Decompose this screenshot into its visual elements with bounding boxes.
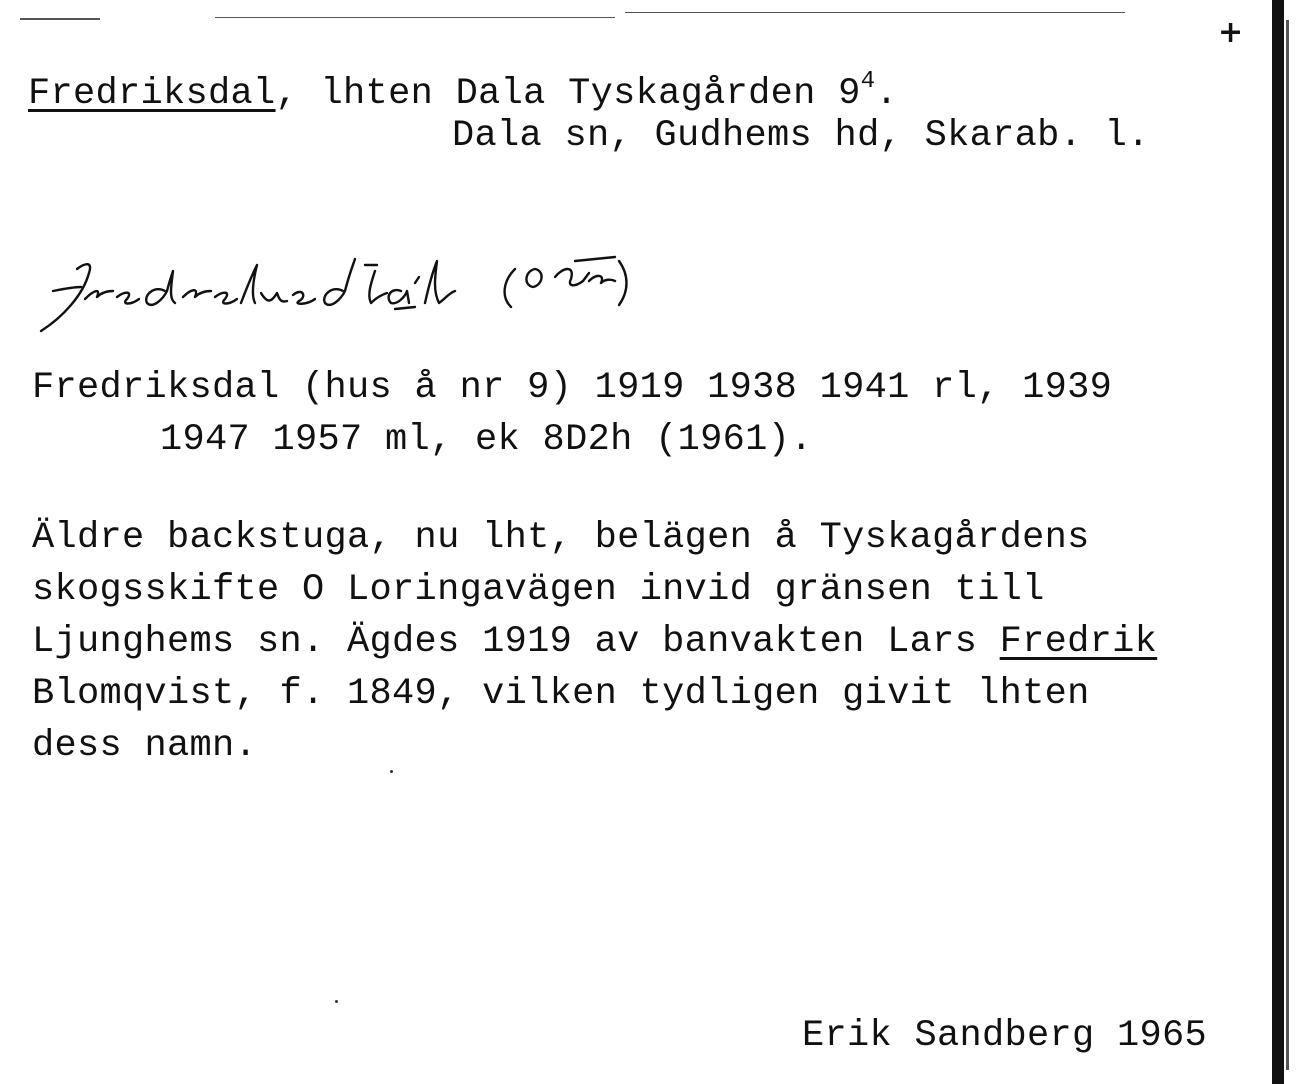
- records-line-1: Fredriksdal (hus å nr 9) 1919 1938 1941 rl, 1939: [32, 367, 1113, 409]
- corner-mark: +: [1218, 15, 1244, 50]
- handwritten-name: [15, 225, 775, 355]
- description-line-5: dess namn.: [32, 725, 258, 767]
- card-edge: [1272, 0, 1284, 1084]
- description-line-3-text: Ljunghems sn. Ägdes 1919 av banvakten Lars: [32, 621, 1000, 663]
- description-line-4: Blomqvist, f. 1849, vilken tydligen givit lhten: [32, 673, 1090, 715]
- speck: [390, 770, 393, 773]
- place-name: Fredriksdal: [28, 73, 276, 115]
- top-rule: [215, 17, 615, 18]
- location-line: Dala sn, Gudhems hd, Skarab. l.: [452, 115, 1150, 157]
- description-line-1: Äldre backstuga, nu lht, belägen å Tyskagårdens: [32, 517, 1090, 559]
- description-line-3: [32, 621, 1158, 663]
- description-line-2: skogsskifte O Loringavägen invid gränsen till: [32, 569, 1045, 611]
- top-rule: [625, 12, 1125, 13]
- heading-superscript: 4: [860, 68, 876, 95]
- top-rule: [20, 18, 100, 20]
- heading-end: .: [875, 73, 898, 115]
- speck: [335, 1000, 338, 1003]
- records-line-2: 1947 1957 ml, ek 8D2h (1961).: [160, 419, 813, 461]
- heading: [28, 70, 898, 113]
- card-edge-shadow: [1286, 20, 1289, 1070]
- heading-rest: , lhten Dala Tyskagården 9: [275, 73, 861, 115]
- signature: Erik Sandberg 1965: [802, 1015, 1208, 1057]
- owner-name: Fredrik: [999, 621, 1158, 663]
